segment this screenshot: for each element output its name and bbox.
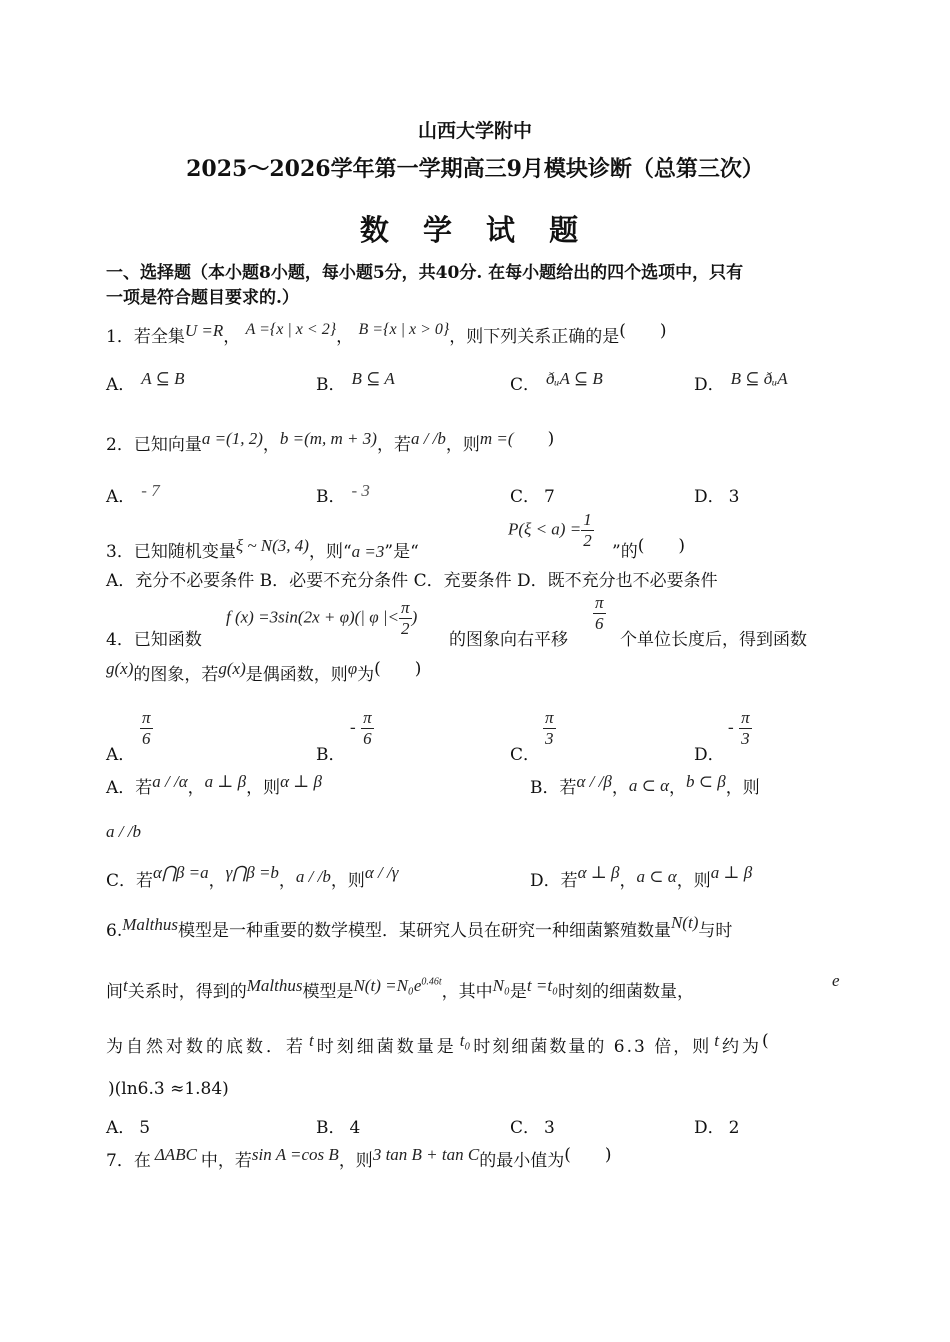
option-text: ， — [278, 871, 296, 891]
option-label: D． — [694, 375, 725, 395]
q6-text: 为自然对数的底数．若 — [106, 1037, 306, 1057]
option-text: ， — [611, 778, 629, 798]
option-math: b ⊂ β — [686, 772, 726, 791]
fraction-numerator: 1 — [583, 510, 592, 529]
option-fraction — [739, 708, 752, 748]
q2-math-parallel: a / /b — [410, 429, 446, 448]
option-text: ， — [208, 871, 226, 891]
q3-answer-paren: ( ) — [637, 536, 685, 556]
q4-option-c-value — [543, 708, 556, 748]
option-math: B ⊆ A — [351, 369, 395, 388]
exam-title: 2025～2026学年第一学期高三9月模块诊断（总第三次） — [186, 156, 764, 182]
question-6-line2 — [106, 977, 694, 1002]
q3-options: A．充分不必要条件 B．必要不充分条件 C．充要条件 D．既不充分也不必要条件 — [106, 571, 718, 591]
q6-math: N(t) =N₀e — [353, 976, 422, 995]
q6-text: 约为 — [721, 1037, 762, 1057]
fraction-denominator: 6 — [595, 613, 604, 633]
option-fraction — [140, 708, 153, 748]
fraction-denominator: 2 — [401, 618, 410, 638]
section-heading-line1: 一、选择题（本小题8小题，每小题5分，共40分. 在每小题给出的四个选项中，只有 — [106, 263, 744, 283]
fraction-numerator: π — [545, 708, 554, 727]
q5-option-d — [530, 863, 753, 891]
q4-option-a-label: A． — [106, 745, 136, 765]
question-7-stem — [106, 1146, 611, 1171]
fraction-denominator: 6 — [363, 728, 372, 748]
q7-math: 3 tan B + tan C — [372, 1145, 480, 1164]
question-2-stem — [106, 430, 554, 455]
q6-option-c — [510, 1113, 555, 1138]
q6-option-a — [106, 1113, 150, 1138]
q4-text: 为 — [357, 665, 375, 685]
q4-stem-mid: 的图象向右平移 — [449, 630, 568, 650]
q6-text: ，其中 — [441, 982, 493, 1002]
q7-math: ΔABC — [154, 1145, 197, 1164]
q1-math-a: A ={x | x < 2} — [245, 321, 337, 338]
q7-prefix: 7．在 — [106, 1151, 151, 1171]
q1-comma: ， — [336, 327, 354, 347]
q4-text: 的图象，若 — [133, 665, 219, 685]
q4-math-phi: φ — [347, 659, 358, 678]
q7-math: sin A =cos B — [251, 1145, 339, 1164]
q5-option-a — [106, 773, 322, 798]
q6-text: 是 — [509, 982, 527, 1002]
q4-fraction-pi-6 — [593, 593, 606, 633]
option-math: a / /α — [152, 772, 188, 791]
q6-hint: )(ln6.3 ≈1.84) — [108, 1079, 229, 1099]
option-math: B ⊆ ðᵤA — [730, 369, 788, 388]
option-label: A． — [106, 1118, 136, 1138]
q5-option-c — [106, 863, 399, 891]
option-label: A．若 — [106, 778, 153, 798]
fraction-denominator: 2 — [583, 530, 592, 550]
question-4-stem-start: 4．已知函数 — [106, 630, 202, 650]
q6-text: 时刻的细菌数量， — [557, 982, 694, 1002]
q3-text: ”的 — [612, 542, 638, 562]
q6-math: t — [714, 1031, 719, 1050]
q6-math-e: e — [832, 971, 840, 990]
option-fraction — [543, 708, 556, 748]
fraction-numerator: π — [741, 708, 750, 727]
q5-option-b-continued: a / /b — [106, 822, 141, 841]
option-math: α / /β — [576, 772, 612, 791]
option-label: A． — [106, 375, 136, 395]
q1-suffix: ，则下列关系正确的是 — [449, 327, 620, 347]
q3-stem-end — [612, 537, 685, 562]
q2-option-b — [316, 482, 370, 507]
fraction-numerator: π — [363, 708, 372, 727]
fraction-numerator: π — [401, 598, 410, 617]
q6-option-d — [694, 1113, 739, 1138]
option-text: ， — [619, 871, 637, 891]
q3-prefix: 3．已知随机变量 — [106, 542, 236, 562]
q6-text: 模型是一种重要的数学模型．某研究人员在研究一种细菌繁殖数量 — [177, 921, 671, 941]
q7-answer-paren: ( ) — [564, 1145, 612, 1165]
q4-stem-end: 个单位长度后，得到函数 — [620, 630, 807, 650]
q6-prefix: 6. — [106, 921, 123, 941]
q2-option-d — [694, 482, 739, 507]
q2-text: ，则 — [445, 435, 480, 455]
q4-answer-paren: ( ) — [374, 659, 422, 679]
option-label: C． — [510, 1118, 541, 1138]
question-6-line3 — [106, 1032, 769, 1057]
option-label: D． — [694, 1118, 725, 1138]
q6-math: Malthus — [122, 915, 178, 934]
q1-math-u: U =R — [184, 321, 224, 340]
q6-text: 时刻细菌数量是 — [316, 1037, 457, 1057]
option-label: B．若 — [530, 778, 577, 798]
q2-prefix: 2．已知向量 — [106, 435, 202, 455]
option-value: 7 — [544, 487, 555, 507]
q2-text: ， — [262, 435, 280, 455]
option-math: A ⊆ B — [141, 369, 185, 388]
q6-model-expr — [353, 976, 441, 995]
q3-text: ，则“ — [308, 542, 352, 562]
option-sign: - — [350, 717, 356, 737]
option-value: 3 — [728, 487, 740, 507]
option-text: ，则 — [725, 778, 760, 798]
option-math: a ⊥ β — [204, 772, 247, 791]
q1-prefix: 1．若全集 — [106, 327, 185, 347]
option-value: 2 — [728, 1118, 740, 1138]
option-math: a ⊥ β — [710, 863, 753, 882]
option-math: α ⊥ β — [577, 863, 620, 882]
q7-text: ，则 — [338, 1151, 373, 1171]
q5-option-b — [530, 773, 760, 798]
q1-option-c — [510, 370, 603, 395]
question-3-stem — [106, 537, 419, 562]
fraction-numerator: π — [142, 708, 151, 727]
option-math: a ⊂ α — [628, 776, 670, 795]
option-text: ， — [669, 778, 687, 798]
q4-math-close: ) — [411, 607, 418, 627]
q4-option-d-value — [728, 708, 752, 748]
q4-option-b-label: B． — [316, 745, 346, 765]
q4-math-g: g(x) — [106, 659, 134, 678]
option-text: ，则 — [246, 778, 281, 798]
q6-text: 与时 — [698, 921, 733, 941]
option-label: B． — [316, 1118, 346, 1138]
option-math: γ⋂β =b — [225, 863, 279, 882]
q1-answer-paren: ( ) — [619, 321, 667, 341]
option-value: - 3 — [351, 481, 370, 500]
option-value: 3 — [544, 1118, 555, 1138]
q1-option-b — [316, 370, 395, 395]
q6-math: t₀ — [459, 1031, 471, 1050]
option-math: α⋂β =a — [153, 863, 209, 882]
q1-comma: ， — [223, 327, 241, 347]
option-text: ，则 — [676, 871, 711, 891]
q6-math: t =t₀ — [526, 976, 558, 995]
q2-math-a: a =(1, 2) — [201, 429, 263, 448]
section-heading-line2: 一项是符合题目要求的.） — [106, 288, 299, 308]
option-value: - 7 — [141, 481, 160, 500]
question-1-stem — [106, 322, 667, 347]
option-label: B． — [316, 375, 346, 395]
q3-math-p: P(ξ < a) = — [508, 519, 582, 539]
q3-fraction — [581, 510, 594, 550]
option-value: 5 — [139, 1118, 151, 1138]
option-text: ，则 — [330, 871, 365, 891]
option-label: C．若 — [106, 871, 154, 891]
q4-fraction-pi-2 — [399, 598, 412, 638]
q7-text: 中，若 — [200, 1151, 252, 1171]
option-label: B． — [316, 487, 346, 507]
school-name: 山西大学附中 — [417, 120, 532, 142]
option-label: C． — [510, 375, 541, 395]
fraction-denominator: 3 — [741, 728, 750, 748]
q2-math-b: b =(m, m + 3) — [279, 429, 377, 448]
q6-text: 间 — [106, 982, 123, 1002]
fraction-denominator: 6 — [142, 728, 151, 748]
q3-math-a: a =3 — [351, 542, 385, 561]
q4-math-g: g(x) — [218, 659, 246, 678]
q3-text: ”是“ — [384, 542, 419, 562]
option-math: ðᵤA ⊆ B — [546, 369, 603, 388]
q2-option-c — [510, 482, 555, 507]
q6-paren: ( — [761, 1031, 769, 1051]
q3-math-xi: ξ ~ N(3, 4) — [235, 536, 309, 555]
q4-option-d-label: D． — [694, 745, 725, 765]
fraction — [593, 593, 606, 633]
option-value: 4 — [349, 1118, 361, 1138]
q6-text: 关系时，得到的 — [127, 982, 247, 1002]
q6-math: Malthus — [246, 976, 303, 995]
q2-answer-paren: ) — [513, 429, 555, 449]
q6-option-b — [316, 1113, 360, 1138]
option-math: α / /γ — [364, 863, 399, 882]
q2-option-a — [106, 482, 160, 507]
q6-text: 时刻细菌数量的 6.3 倍，则 — [473, 1037, 712, 1057]
q1-option-a — [106, 370, 185, 395]
option-label: D． — [694, 487, 725, 507]
option-label: C． — [510, 487, 541, 507]
q4-math-f: f (x) =3sin(2x + φ)(| φ |< — [226, 607, 400, 627]
option-sign: - — [728, 717, 734, 737]
q6-math: N₀ — [492, 976, 510, 995]
option-fraction — [361, 708, 374, 748]
q2-math-m: m =( — [479, 429, 514, 448]
option-label: A． — [106, 487, 136, 507]
q1-option-d — [694, 370, 788, 395]
q4-option-a-value — [140, 708, 153, 748]
q6-exponent: 0.46t — [421, 976, 442, 988]
q4-text: 是偶函数，则 — [245, 665, 348, 685]
q3-probability-expr — [508, 510, 594, 550]
option-math: a ⊂ α — [636, 867, 677, 886]
q4-option-c-label: C． — [510, 745, 541, 765]
q1-math-b: B ={x | x > 0} — [358, 321, 450, 338]
q4-function-expr — [226, 598, 417, 638]
q6-math: t — [123, 976, 128, 995]
option-label: D．若 — [530, 871, 578, 891]
q6-text: 模型是 — [302, 982, 354, 1002]
q4-stem-line2 — [106, 660, 421, 685]
fraction-denominator: 3 — [545, 728, 554, 748]
option-math: a / /b — [295, 867, 331, 886]
q6-math: t — [309, 1031, 314, 1050]
q2-text: ，若 — [376, 435, 411, 455]
q6-math: N(t) — [670, 913, 699, 932]
fraction-numerator: π — [595, 593, 604, 612]
option-text: ， — [187, 778, 205, 798]
option-math: α ⊥ β — [280, 772, 323, 791]
question-6-line1 — [106, 913, 733, 941]
q7-text: 的最小值为 — [479, 1151, 565, 1171]
q4-option-b-value — [350, 708, 374, 748]
subject-title: 数 学 试 题 — [359, 213, 591, 247]
